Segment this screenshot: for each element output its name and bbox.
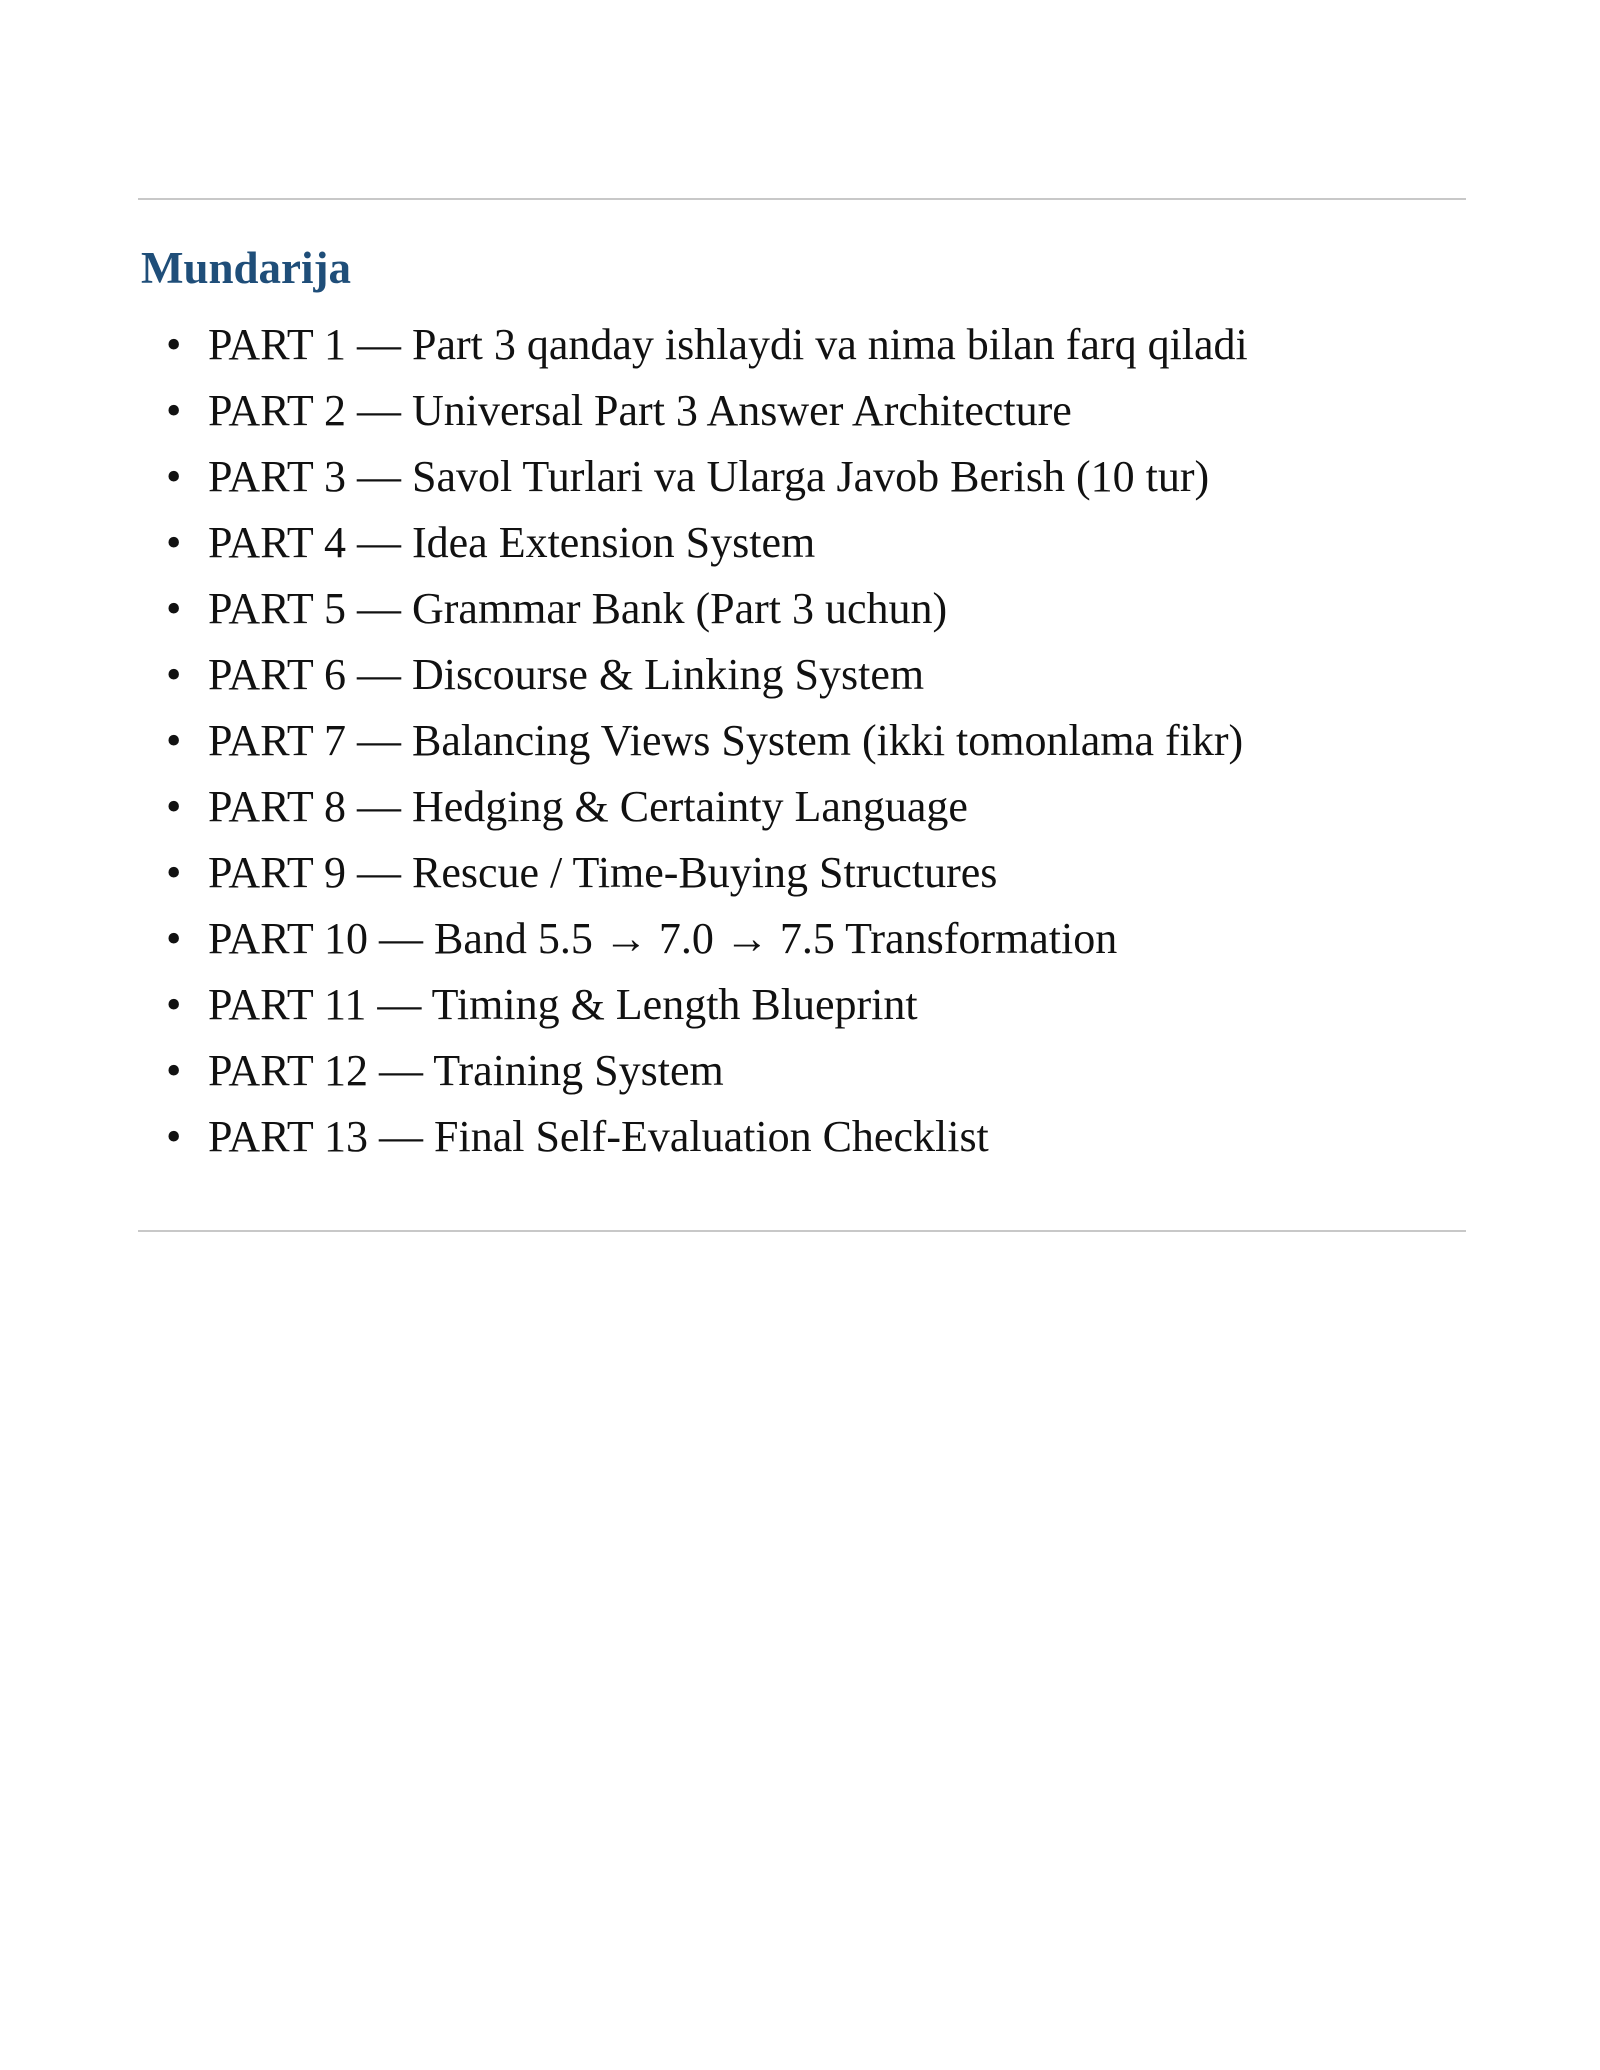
bullet-icon: • (166, 320, 182, 369)
toc-item-label: PART 10 — Band 5.5 → 7.0 → 7.5 Transformation (208, 914, 1118, 963)
bullet-icon: • (166, 386, 182, 435)
toc-item-label: PART 5 — Grammar Bank (Part 3 uchun) (208, 584, 948, 633)
bullet-icon: • (166, 914, 182, 963)
bullet-icon: • (166, 584, 182, 633)
bullet-icon: • (166, 1046, 182, 1095)
toc-title: Mundarija (141, 243, 352, 293)
toc-item-label: PART 4 — Idea Extension System (208, 518, 816, 567)
bullet-icon: • (166, 650, 182, 699)
bullet-icon: • (166, 848, 182, 897)
toc-item-label: PART 3 — Savol Turlari va Ularga Javob Berish (10 tur) (208, 452, 1210, 501)
toc-item-label: PART 2 — Universal Part 3 Answer Architecture (208, 386, 1072, 435)
toc-item-label: PART 1 — Part 3 qanday ishlaydi va nima bilan farq qiladi (208, 320, 1248, 369)
top-divider (138, 198, 1466, 200)
toc-item-label: PART 8 — Hedging & Certainty Language (208, 782, 968, 831)
toc-item-label: PART 7 — Balancing Views System (ikki tomonlama fikr) (208, 716, 1244, 765)
toc-item-label: PART 6 — Discourse & Linking System (208, 650, 925, 699)
bullet-icon: • (166, 518, 182, 567)
toc-item-label: PART 12 — Training System (208, 1046, 724, 1095)
bullet-icon: • (166, 980, 182, 1029)
toc-item-label: PART 13 — Final Self-Evaluation Checklist (208, 1112, 989, 1161)
bullet-icon: • (166, 716, 182, 765)
bullet-icon: • (166, 1112, 182, 1161)
bottom-divider (138, 1230, 1466, 1232)
toc-item-label: PART 9 — Rescue / Time-Buying Structures (208, 848, 998, 897)
bullet-icon: • (166, 452, 182, 501)
bullet-icon: • (166, 782, 182, 831)
toc-item-label: PART 11 — Timing & Length Blueprint (208, 980, 918, 1029)
